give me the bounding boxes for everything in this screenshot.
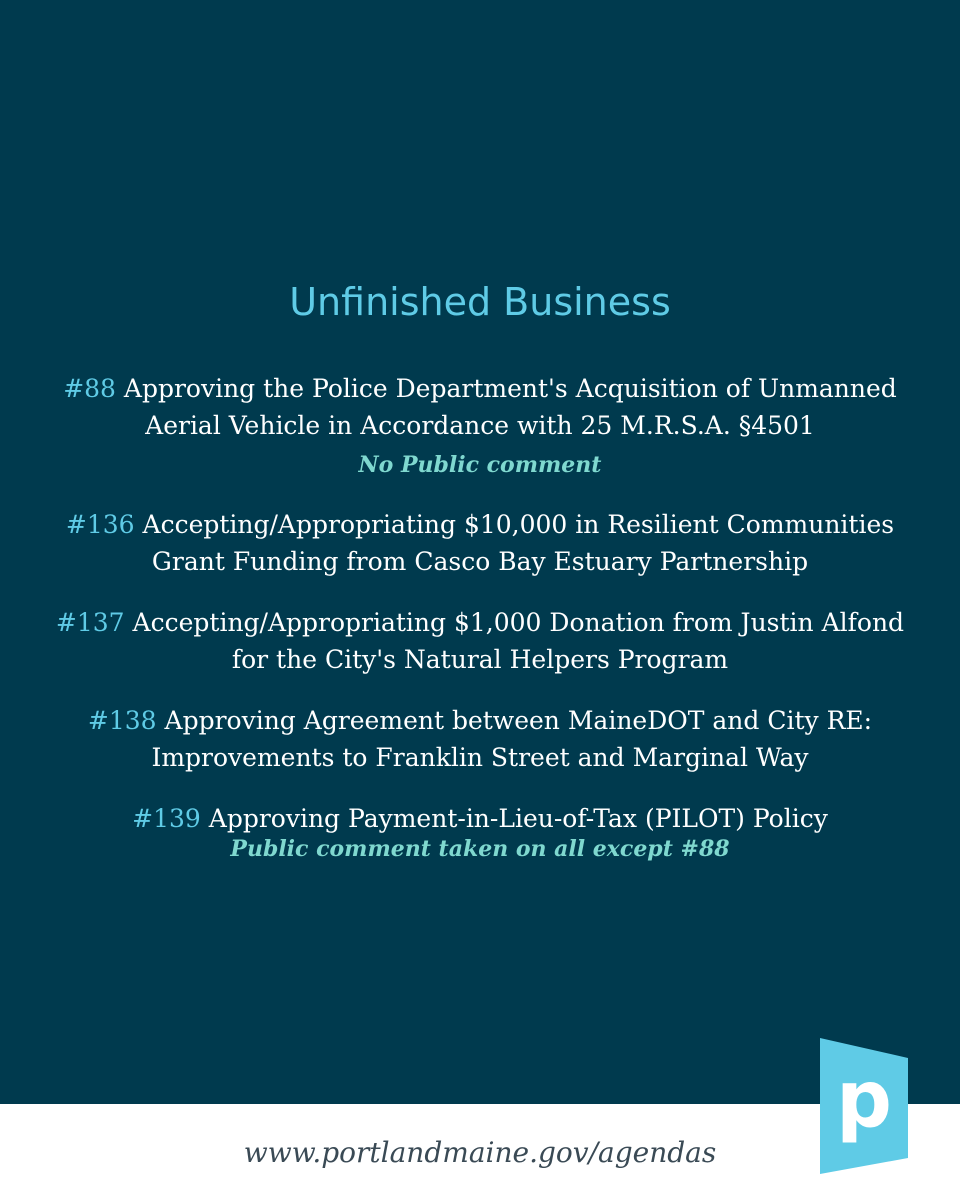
agenda-item-88 bbox=[40, 370, 920, 482]
logo-letter: p bbox=[836, 1055, 892, 1145]
agenda-item-title: Accepting/Appropriating $1,000 Donation from Justin Alfond for the City's Natural Helpers Program bbox=[124, 608, 905, 674]
agenda-item-136 bbox=[40, 506, 920, 580]
agenda-item-138 bbox=[40, 702, 920, 776]
agenda-item-number: #137 bbox=[55, 608, 125, 637]
agenda-item-text bbox=[40, 506, 920, 580]
public-comment-footnote: Public comment taken on all except #88 bbox=[230, 836, 730, 862]
agenda-item-title: Approving the Police Department's Acquisition of Unmanned Aerial Vehicle in Accordance with 25 M.R.S.A. §4501 bbox=[115, 374, 897, 440]
portland-p-flag-logo bbox=[818, 1038, 910, 1174]
agenda-list bbox=[40, 370, 920, 861]
section-title: Unfinished Business bbox=[289, 280, 671, 324]
agenda-item-title: Accepting/Appropriating $10,000 in Resilient Communities Grant Funding from Casco Bay Estuary Partnership bbox=[134, 510, 895, 576]
agenda-item-note: No Public comment bbox=[358, 452, 602, 478]
agenda-item-text bbox=[40, 800, 920, 837]
agenda-item-number: #136 bbox=[65, 510, 135, 539]
agenda-item-number: #88 bbox=[63, 374, 116, 403]
agenda-item-139 bbox=[40, 800, 920, 837]
agendas-url[interactable]: www.portlandmaine.gov/agendas bbox=[243, 1136, 717, 1169]
agenda-item-title: Approving Payment-in-Lieu-of-Tax (PILOT) Policy bbox=[200, 804, 828, 833]
agenda-item-text bbox=[40, 702, 920, 776]
agenda-item-text bbox=[40, 604, 920, 678]
agenda-item-137 bbox=[40, 604, 920, 678]
agenda-item-number: #139 bbox=[132, 804, 201, 833]
agenda-item-number: #138 bbox=[87, 706, 157, 735]
agenda-item-title: Approving Agreement between MaineDOT and City RE: Improvements to Franklin Street and Marginal Way bbox=[151, 706, 873, 772]
agenda-item-text bbox=[40, 370, 920, 444]
